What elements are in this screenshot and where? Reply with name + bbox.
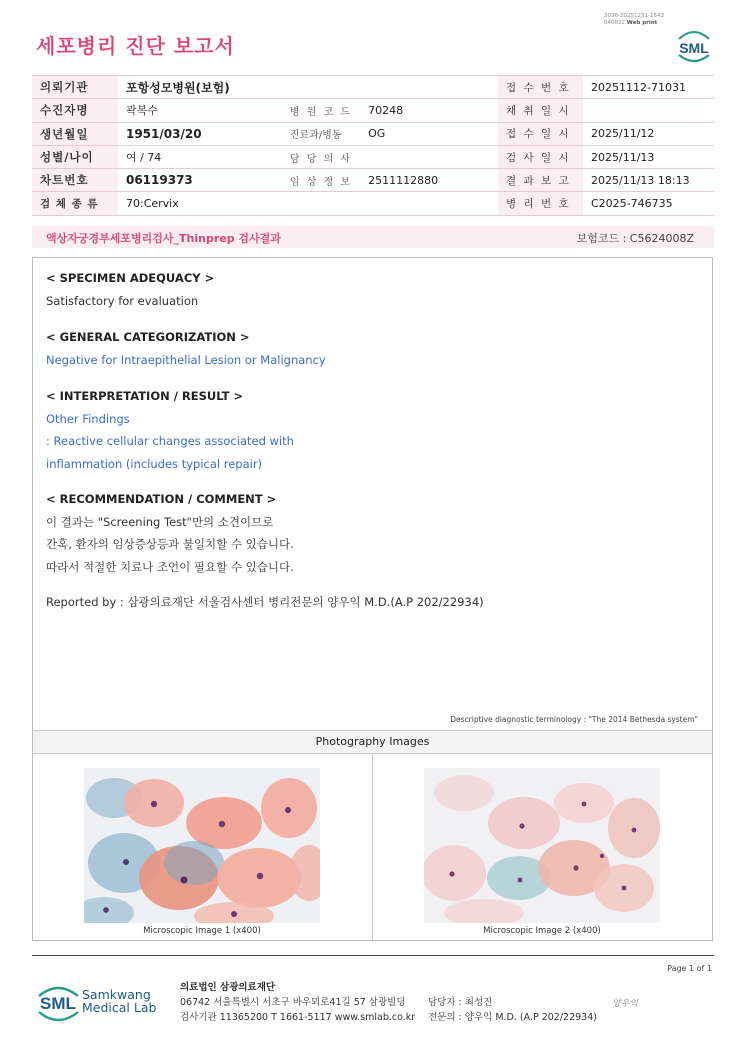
info-value: 70248 — [360, 99, 498, 122]
page-number: Page 1 of 1 — [667, 964, 712, 973]
general-text: Negative for Intraepithelial Lesion or Malignancy — [46, 352, 326, 367]
brand-name — [82, 988, 156, 1014]
image1-caption: Microscopic Image 1 (x400) — [143, 926, 261, 936]
info-label: 성별/나이 — [32, 145, 118, 168]
recommendation-line: 간혹, 환자의 임상증상등과 불일치할 수 있습니다. — [46, 537, 294, 551]
recommendation-line: 따라서 적절한 치료나 조언이 필요할 수 있습니다. — [46, 559, 294, 574]
info-value: 1951/03/20 — [118, 122, 282, 145]
info-value: 06119373 — [118, 169, 282, 192]
info-value: OG — [360, 122, 498, 145]
patient-info-table — [32, 75, 714, 216]
address: 06742 서울특별시 서초구 바우뫼로41길 57 삼광빌딩 — [180, 997, 406, 1008]
info-label: 임 상 정 보 — [282, 169, 360, 192]
info-value: 70:Cervix — [118, 192, 498, 215]
print-meta-webprint: Web print — [626, 19, 658, 26]
info-row — [32, 169, 714, 192]
info-label: 차트번호 — [32, 169, 118, 192]
footer-staff — [428, 980, 597, 1025]
exam-bar — [32, 226, 714, 248]
info-label: 채 취 일 시 — [498, 99, 583, 122]
recommendation-header: < RECOMMENDATION / COMMENT > — [46, 492, 277, 506]
specimen-header: < SPECIMEN ADEQUACY > — [46, 271, 215, 285]
insurance-code: 보험코드 : C5624008Z — [576, 232, 694, 245]
photo-section-header: Photography Images — [33, 730, 712, 754]
info-value: 곽복수 — [118, 99, 282, 122]
info-value: 2025/11/13 18:13 — [583, 169, 714, 192]
result-text — [46, 270, 484, 617]
interpretation-line: inflammation (includes typical repair) — [46, 456, 263, 471]
sml-logo-icon — [674, 27, 714, 63]
staff-specialist: 전문의 : 양우익 M.D. (A.P 202/22934) — [428, 1012, 597, 1023]
interpretation-header: < INTERPRETATION / RESULT > — [46, 389, 244, 403]
terminology-note: Descriptive diagnostic terminology : "The 2014 Bethesda system" — [450, 715, 698, 724]
info-label: 접 수 일 시 — [498, 122, 583, 145]
photo-divider — [372, 754, 373, 941]
info-row — [32, 192, 714, 215]
report-title: 세포병리 진단 보고서 — [36, 34, 235, 58]
info-value: C2025-746735 — [583, 192, 714, 215]
microscopic-image-2 — [424, 768, 660, 923]
footer-divider — [32, 955, 714, 956]
reported-by: Reported by : 삼광의료재단 서울검사센터 병리전문의 양우익 M.D.(A.P 202/22934) — [46, 595, 484, 609]
info-label: 검 사 일 시 — [498, 145, 583, 168]
print-meta-line1: 3036-20251231-1543 — [604, 13, 664, 19]
info-value — [583, 99, 714, 122]
image2-caption: Microscopic Image 2 (x400) — [483, 926, 601, 936]
result-box — [32, 257, 713, 941]
info-value: 20251112-71031 — [583, 76, 714, 99]
info-label: 병 리 번 호 — [498, 192, 583, 215]
info-label: 수진자명 — [32, 99, 118, 122]
info-value: 여 / 74 — [118, 145, 282, 168]
info-label: 병 원 코 드 — [282, 99, 360, 122]
interpretation-line: Other Findings — [46, 411, 130, 426]
signature: 양우익 — [612, 999, 639, 1009]
info-value: 2025/11/12 — [583, 122, 714, 145]
general-header: < GENERAL CATEGORIZATION > — [46, 330, 250, 344]
info-value: 포항성모병원(보험) — [118, 76, 498, 99]
svg-text:SML: SML — [679, 40, 709, 56]
info-value — [360, 145, 498, 168]
info-label: 접 수 번 호 — [498, 76, 583, 99]
info-label: 진료과/병동 — [282, 122, 360, 145]
info-row — [32, 99, 714, 122]
microscopic-image-1 — [84, 768, 320, 923]
print-meta — [604, 13, 664, 26]
info-row — [32, 76, 714, 99]
info-label: 결 과 보 고 — [498, 169, 583, 192]
info-label: 의뢰기관 — [32, 76, 118, 99]
brand-name-line1: Samkwang — [82, 987, 151, 1002]
brand-name-line2: Medical Lab — [82, 1000, 157, 1015]
specimen-text: Satisfactory for evaluation — [46, 293, 199, 308]
org-name: 의료법인 삼광의료재단 — [180, 982, 276, 993]
info-label: 담 당 의 사 — [282, 145, 360, 168]
info-row — [32, 122, 714, 145]
staff-manager: 담당자 : 최성진 — [428, 997, 493, 1008]
recommendation-line: 이 결과는 "Screening Test"만의 소견이므로 — [46, 514, 274, 529]
info-row — [32, 145, 714, 168]
footer-address — [180, 980, 415, 1025]
info-value: 2511112880 — [360, 169, 498, 192]
contact: 검사기관 11365200 T 1661-5117 www.smlab.co.kr — [180, 1012, 416, 1023]
info-value: 2025/11/13 — [583, 145, 714, 168]
exam-name: 액상자궁경부세포병리검사_Thinprep 검사결과 — [46, 232, 281, 245]
info-label: 생년월일 — [32, 122, 118, 145]
info-label: 검 체 종 류 — [32, 192, 118, 215]
interpretation-line: : Reactive cellular changes associated with — [46, 434, 294, 448]
svg-text:SML: SML — [40, 994, 76, 1013]
print-meta-line2: 040822 — [604, 19, 625, 26]
